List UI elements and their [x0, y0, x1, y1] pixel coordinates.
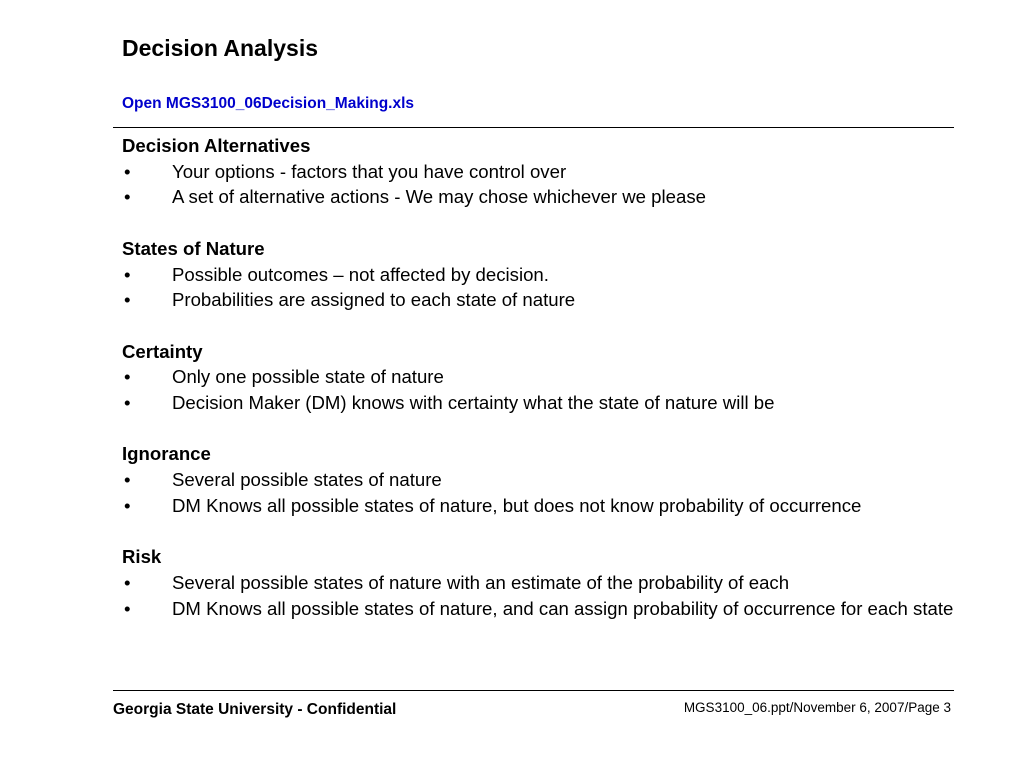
bullet-list	[122, 467, 954, 518]
header-divider	[113, 127, 954, 128]
section-heading: States of Nature	[122, 237, 265, 259]
bullet-icon: •	[124, 366, 131, 388]
bullet-text: Several possible states of nature with an estimate of the probability of each	[172, 571, 790, 593]
bullet-icon: •	[124, 469, 131, 491]
bullet-text: Decision Maker (DM) knows with certainty what the state of nature will be	[172, 392, 775, 413]
footer-divider	[113, 690, 954, 691]
section-risk	[122, 544, 954, 621]
bullet-item	[122, 159, 954, 185]
section-ignorance	[122, 441, 954, 518]
bullet-text: Your options - factors that you have control over	[172, 160, 567, 182]
bullet-item	[122, 184, 954, 210]
bullet-item	[122, 364, 954, 390]
bullet-text: DM Knows all possible states of nature, but does not know probability of occurrence	[172, 494, 862, 516]
open-spreadsheet-link[interactable]: Open MGS3100_06Decision_Making.xls	[122, 95, 415, 112]
bullet-icon: •	[124, 392, 131, 413]
section-heading: Certainty	[122, 340, 203, 362]
bullet-item	[122, 287, 954, 313]
bullet-list	[122, 159, 954, 210]
bullet-item	[122, 493, 954, 519]
slide-title: Decision Analysis	[122, 35, 319, 61]
section-states-of-nature	[122, 236, 954, 313]
bullet-text: DM Knows all possible states of nature, and can assign probability of occurrence for each state	[172, 597, 954, 619]
bullet-text: Several possible states of nature	[172, 469, 442, 491]
section-decision-alternatives	[122, 133, 954, 210]
bullet-text: A set of alternative actions - We may chose whichever we please	[172, 186, 706, 208]
bullet-icon: •	[124, 160, 131, 182]
bullet-icon: •	[124, 494, 131, 516]
bullet-list	[122, 364, 954, 415]
footer-confidentiality: Georgia State University - Confidential	[113, 701, 397, 718]
bullet-text: Only one possible state of nature	[172, 366, 444, 388]
section-heading: Risk	[122, 546, 162, 568]
bullet-icon: •	[124, 571, 131, 593]
bullet-item	[122, 467, 954, 493]
bullet-item	[122, 262, 954, 288]
bullet-item	[122, 390, 954, 416]
bullet-icon: •	[124, 263, 131, 285]
section-heading: Decision Alternatives	[122, 135, 311, 156]
section-heading: Ignorance	[122, 443, 211, 465]
bullet-icon: •	[124, 186, 131, 208]
bullet-list	[122, 570, 954, 621]
bullet-icon: •	[124, 597, 131, 619]
bullet-text: Probabilities are assigned to each state of nature	[172, 289, 576, 311]
bullet-item	[122, 596, 954, 622]
section-certainty	[122, 339, 954, 416]
footer-page-info: MGS3100_06.ppt/November 6, 2007/Page 3	[683, 700, 951, 715]
bullet-text: Possible outcomes – not affected by decision.	[172, 263, 549, 285]
slide-body	[122, 133, 954, 647]
bullet-list	[122, 262, 954, 313]
bullet-item	[122, 570, 954, 596]
bullet-icon: •	[124, 289, 131, 311]
